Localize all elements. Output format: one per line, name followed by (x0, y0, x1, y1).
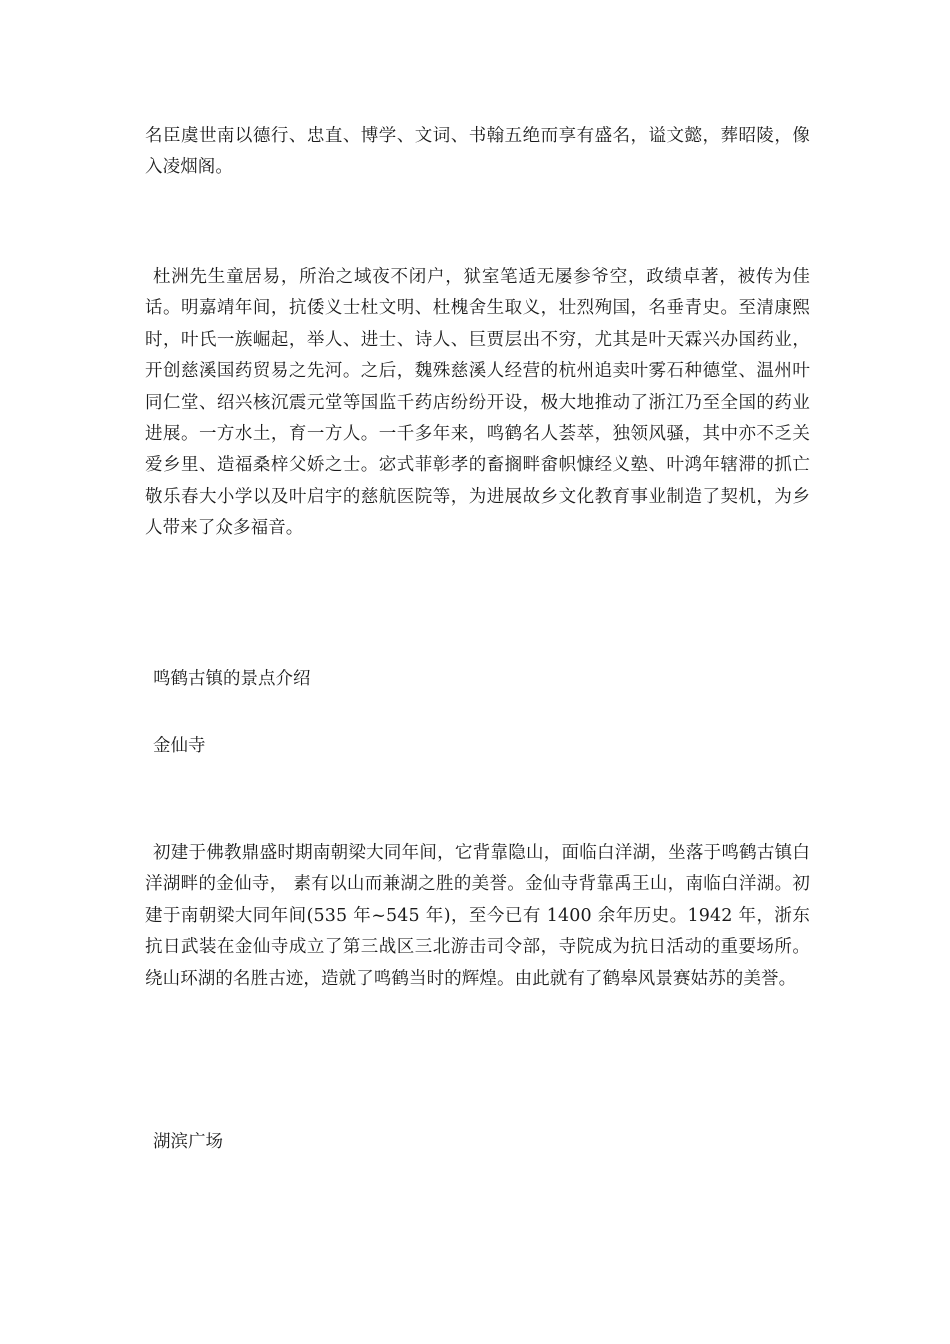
subheading-jinxian-temple: 金仙寺 (153, 736, 206, 756)
paragraph-jinxian-temple: 初建于佛教鼎盛时期南朝梁大同年间，它背靠隐山，面临白洋湖，坐落于鸣鹤古镇白洋湖畔的金仙寺， 素有以山而兼湖之胜的美誉。金仙寺背靠禹王山，南临白洋湖。初建于南朝梁大同年间(535 年~545 年)，至今已有 1400 余年历史。1942 年，浙东抗日武装在金仙寺成立了第三战区三北游击司令部，寺院成为抗日活动的重要场所。绕山环湖的名胜古迹，造就了鸣鹤当时的辉煌。由此就有了鹤皋风景赛姑苏的美誉。 (145, 843, 810, 989)
section-heading-attractions: 鸣鹤古镇的景点介绍 (153, 669, 311, 689)
paragraph-yu-shinan: 名臣虞世南以德行、忠直、博学、文词、书翰五绝而享有盛名，谥文懿，葬昭陵，像入凌烟阁。 (145, 126, 810, 178)
subheading-lakeside-square: 湖滨广场 (153, 1132, 223, 1152)
paragraph-local-notables: 杜洲先生童居易，所治之域夜不闭户，狱室笔适无屡参爷空，政绩卓著，被传为佳话。明嘉靖年间，抗倭义士杜文明、杜槐舍生取义，壮烈殉国，名垂青史。至清康熙时，叶氏一族崛起，举人、进士、诗人、巨贾层出不穷，尤其是叶天霖兴办国药业，开创慈溪国药贸易之先河。之后，魏殊慈溪人经营的杭州追卖叶雾石种德堂、温州叶同仁堂、绍兴核沉震元堂等国监千药店纷纷开设，极大地推动了浙江乃至全国的药业进展。一方水土，育一方人。一千多年来，鸣鹤名人荟萃，独领风骚，其中亦不乏关爱乡里、造福桑梓父娇之士。宓式菲彰孝的畜搁畔畲帜慷经义塾、叶鸿年辖滞的抓亡敬乐春大小学以及叶启宇的慈航医院等，为进展故乡文化教育事业制造了契机，为乡人带来了众多福音。 (145, 267, 810, 539)
